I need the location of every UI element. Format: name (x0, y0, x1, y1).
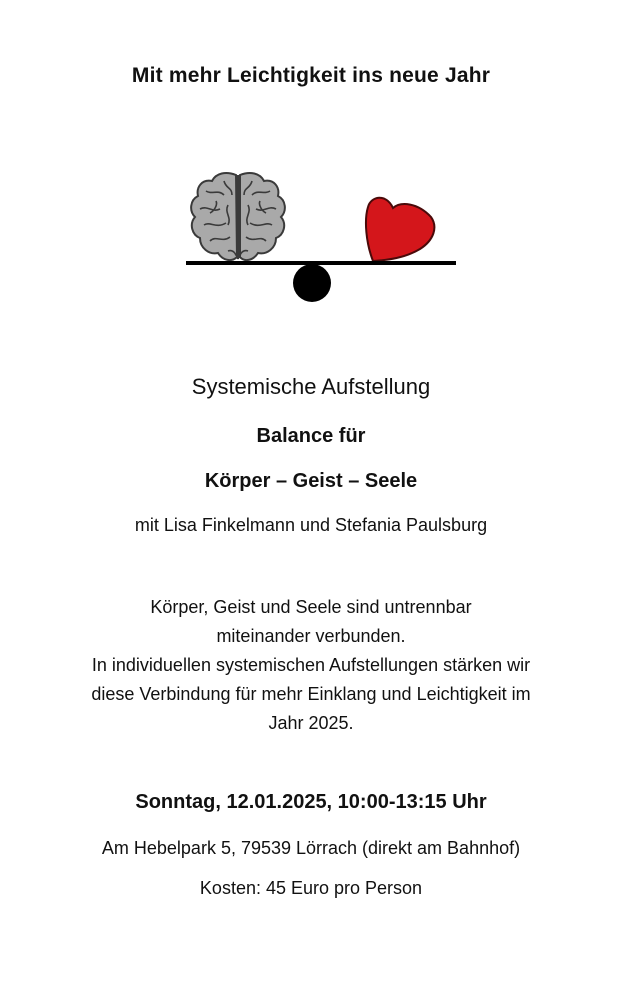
subtitle: Systemische Aufstellung (191, 374, 431, 399)
event-costs: Kosten: 45 Euro pro Person (199, 878, 423, 898)
balance-fulcrum (293, 264, 331, 302)
headline: Mit mehr Leichtigkeit ins neue Jahr (131, 64, 491, 87)
description-line: In individuellen systemischen Aufstellungen stärken wir (91, 655, 531, 675)
description-line: miteinander verbunden. (216, 626, 406, 646)
brain-icon (191, 173, 285, 260)
description (30, 593, 592, 738)
balance-beam (186, 261, 456, 265)
description-line: diese Verbindung für mehr Einklang und Leichtigkeit im (91, 684, 531, 704)
title-line-2: Körper – Geist – Seele (204, 470, 418, 492)
facilitators: mit Lisa Finkelmann und Stefania Paulsburg (134, 515, 488, 535)
event-address: Am Hebelpark 5, 79539 Lörrach (direkt am Bahnhof) (101, 838, 521, 858)
heart-icon (366, 198, 434, 261)
description-line: Körper, Geist und Seele sind untrennbar (150, 597, 472, 617)
description-line: Jahr 2025. (268, 713, 354, 733)
event-datetime: Sonntag, 12.01.2025, 10:00-13:15 Uhr (135, 791, 487, 813)
title-line-1: Balance für (256, 425, 366, 447)
balance-illustration (180, 165, 460, 310)
